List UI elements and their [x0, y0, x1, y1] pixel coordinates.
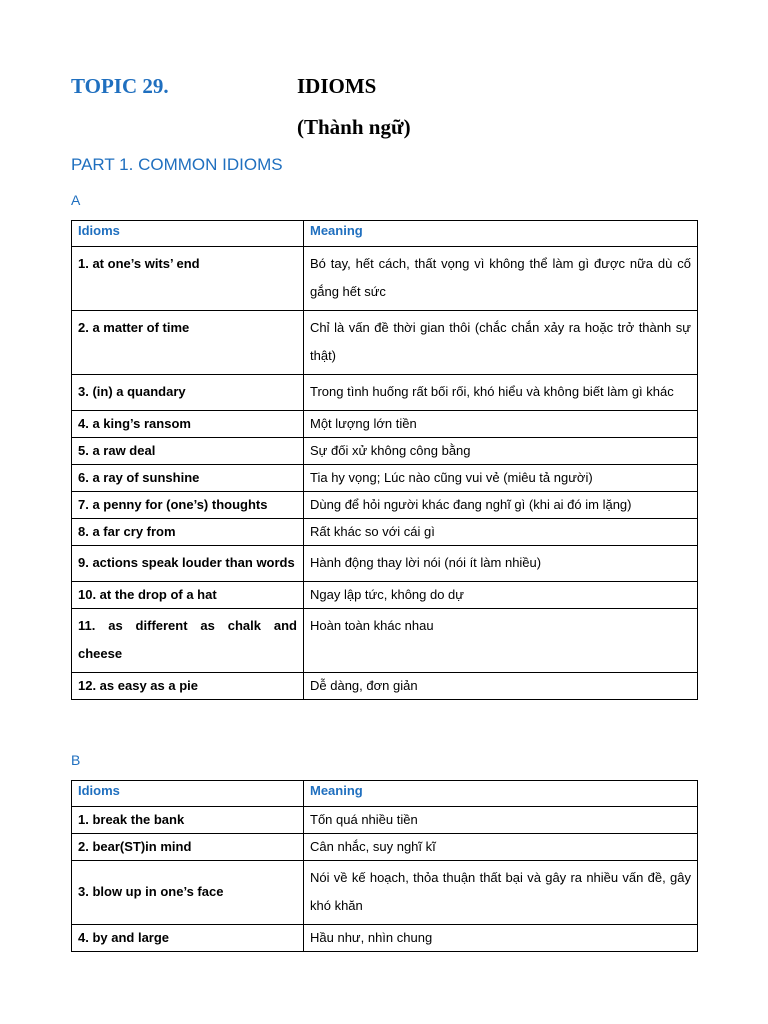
meaning-cell: Chỉ là vấn đề thời gian thôi (chắc chắn xảy ra hoặc trở thành sự thật) — [304, 311, 698, 375]
idiom-cell: 11. as different as chalk and cheese — [72, 609, 304, 673]
table-row — [72, 411, 698, 438]
idiom-cell: 1. at one’s wits’ end — [72, 247, 304, 311]
meaning-cell: Rất khác so với cái gì — [304, 519, 698, 546]
column-header-idioms: Idioms — [72, 781, 304, 807]
table-row — [72, 311, 698, 375]
topic-name: IDIOMS — [297, 74, 377, 98]
meaning-cell: Tốn quá nhiều tiền — [304, 807, 698, 834]
meaning-cell: Dùng để hỏi người khác đang nghĩ gì (khi ai đó im lặng) — [304, 492, 698, 519]
idiom-cell: 12. as easy as a pie — [72, 673, 304, 700]
idioms-table-a — [71, 220, 698, 700]
document-title — [71, 72, 711, 104]
idiom-cell: 10. at the drop of a hat — [72, 582, 304, 609]
table-header-row — [72, 781, 698, 807]
meaning-cell: Cân nhắc, suy nghĩ kĩ — [304, 834, 698, 861]
table-row — [72, 834, 698, 861]
table-row — [72, 582, 698, 609]
table-row — [72, 438, 698, 465]
meaning-cell: Hoàn toàn khác nhau — [304, 609, 698, 673]
idiom-cell: 4. a king’s ransom — [72, 411, 304, 438]
column-header-meaning: Meaning — [304, 781, 698, 807]
meaning-cell: Hầu như, nhìn chung — [304, 925, 698, 952]
meaning-cell: Ngay lập tức, không do dự — [304, 582, 698, 609]
idiom-cell: 2. bear(ST)in mind — [72, 834, 304, 861]
table-row — [72, 807, 698, 834]
meaning-cell: Nói về kế hoạch, thỏa thuận thất bại và gây ra nhiều vấn đề, gây khó khăn — [304, 861, 698, 925]
part-heading: PART 1. COMMON IDIOMS — [71, 155, 283, 174]
meaning-cell: Sự đối xử không công bằng — [304, 438, 698, 465]
idioms-table-b — [71, 780, 698, 952]
meaning-cell: Dễ dàng, đơn giản — [304, 673, 698, 700]
idiom-cell: 2. a matter of time — [72, 311, 304, 375]
topic-label: TOPIC 29. — [71, 74, 169, 98]
table-row — [72, 465, 698, 492]
table-row — [72, 546, 698, 582]
meaning-cell: Bó tay, hết cách, thất vọng vì không thể làm gì được nữa dù cố gắng hết sức — [304, 247, 698, 311]
topic-subtitle: (Thành ngữ) — [297, 115, 411, 139]
table-row — [72, 492, 698, 519]
idiom-cell: 5. a raw deal — [72, 438, 304, 465]
table-row — [72, 609, 698, 673]
table-row — [72, 247, 698, 311]
table-header-row — [72, 221, 698, 247]
idiom-cell: 3. blow up in one’s face — [72, 861, 304, 925]
idiom-cell: 7. a penny for (one’s) thoughts — [72, 492, 304, 519]
idiom-cell: 6. a ray of sunshine — [72, 465, 304, 492]
table-row — [72, 375, 698, 411]
table-row — [72, 519, 698, 546]
column-header-meaning: Meaning — [304, 221, 698, 247]
section-letter-a: A — [71, 192, 81, 208]
idiom-cell: 9. actions speak louder than words — [72, 546, 304, 582]
section-letter-b: B — [71, 752, 81, 768]
meaning-cell: Hành động thay lời nói (nói ít làm nhiều) — [304, 546, 698, 582]
meaning-cell: Trong tình huống rất bối rối, khó hiểu và không biết làm gì khác — [304, 375, 698, 411]
table-row — [72, 673, 698, 700]
idiom-cell: 1. break the bank — [72, 807, 304, 834]
idiom-cell: 8. a far cry from — [72, 519, 304, 546]
idiom-cell: 4. by and large — [72, 925, 304, 952]
column-header-idioms: Idioms — [72, 221, 304, 247]
idiom-cell: 3. (in) a quandary — [72, 375, 304, 411]
table-row — [72, 861, 698, 925]
meaning-cell: Tia hy vọng; Lúc nào cũng vui vẻ (miêu tả người) — [304, 465, 698, 492]
table-row — [72, 925, 698, 952]
meaning-cell: Một lượng lớn tiền — [304, 411, 698, 438]
